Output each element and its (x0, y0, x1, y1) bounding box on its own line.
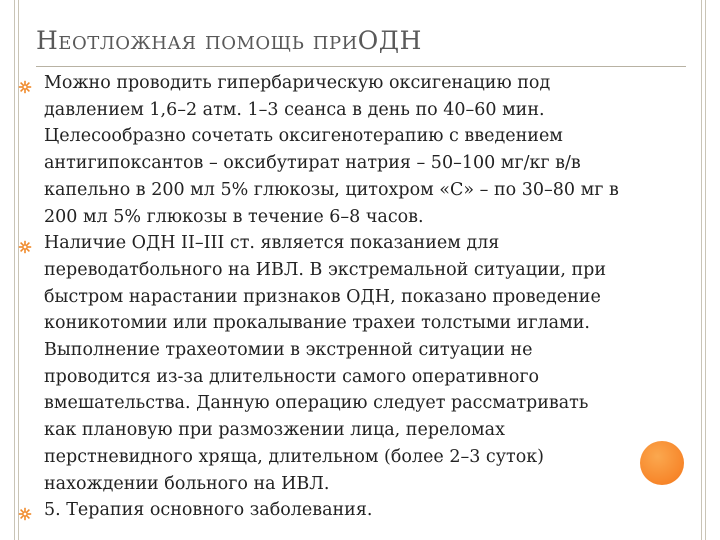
bullet-item (44, 497, 694, 524)
bullet-item (44, 70, 694, 230)
slide-title-suffix: ОДН (357, 26, 422, 55)
slide-title (36, 26, 422, 55)
bullet-text-line: коникотомии или прокалывание трахеи толстыми иглами. (44, 313, 590, 334)
bullet-text-line: Можно проводить гипербарическую оксигенацию под (44, 73, 551, 93)
right-border-line-inner (701, 0, 702, 540)
slide-title-prefix: Неотложная помощь при (36, 26, 358, 55)
bullet-list (44, 70, 694, 524)
bullet-text-line: давлением 1,6–2 атм. 1–3 сеанса в день по 40–60 мин. (44, 99, 545, 120)
decorative-orange-circle (640, 441, 684, 485)
bullet-text-line: вмешательства. Данную операцию следует рассматривать (44, 393, 589, 414)
bullet-text-line: перстневидного хряща, длительном (более 2–3 суток) (44, 446, 544, 467)
bullet-text-line: как плановую при размозжении лица, переломах (44, 420, 505, 441)
bullet-icon (18, 236, 32, 250)
bullet-text-line: переводатбольного на ИВЛ. В экстремальной ситуации, при (44, 259, 606, 280)
bullet-text-line: быстром нарастании признаков ОДН, показано проведение (44, 286, 601, 307)
bullet-text-line: Целесообразно сочетать оксигенотерапию с введением (44, 126, 563, 147)
bullet-item (44, 230, 694, 497)
bullet-text-line: капельно в 200 мл 5% глюкозы, цитохром «С» – по 30–80 мг в (44, 179, 619, 200)
bullet-text-line: проводится из-за длительности самого оперативного (44, 366, 540, 387)
bullet-text-line: 5. Терапия основного заболевания. (44, 500, 373, 521)
bullet-text-line: Выполнение трахеотомии в экстренной ситуации не (44, 340, 533, 361)
bullet-text-line: 200 мл 5% глюкозы в течение 6–8 часов. (44, 206, 424, 227)
bullet-text-line: антигипоксантов – оксибутират натрия – 50–100 мг/кг в/в (44, 153, 581, 174)
right-border-line (705, 0, 706, 540)
bullet-icon (18, 76, 32, 90)
title-divider (36, 66, 686, 67)
bullet-text-line: Наличие ОДН II–III ст. является показанием для (44, 233, 500, 254)
bullet-text-line: нахождении больного на ИВЛ. (44, 473, 330, 494)
bullet-icon (18, 503, 32, 517)
left-border-line (14, 0, 15, 540)
